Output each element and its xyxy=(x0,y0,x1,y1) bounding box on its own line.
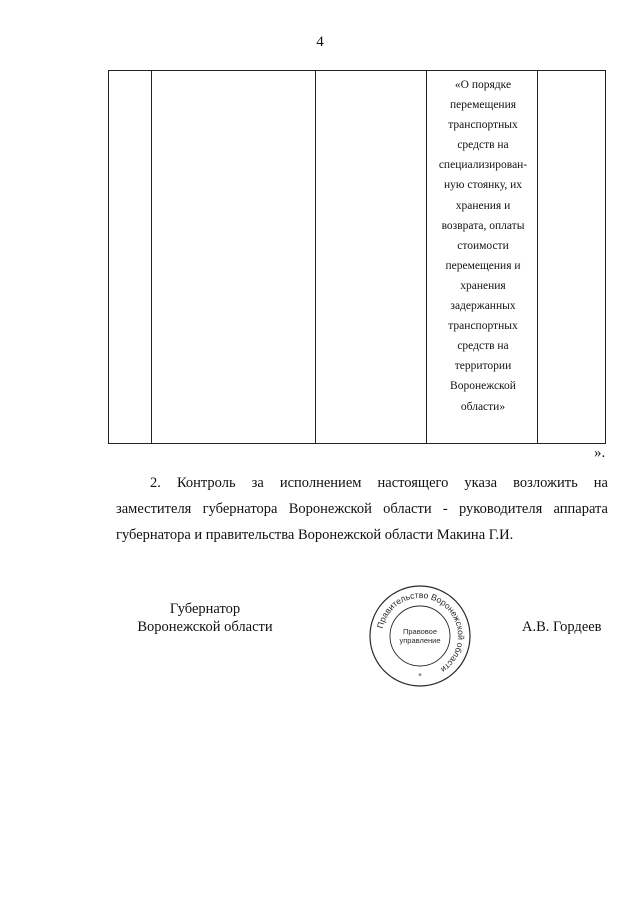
cell-line: средств на xyxy=(457,139,509,152)
cell-line: перемещения xyxy=(449,99,517,112)
cell-line: стоимости xyxy=(457,239,509,252)
closing-quote-mark: ». xyxy=(594,445,606,461)
signer-title xyxy=(130,600,280,636)
cell-line: ную стоянку, их xyxy=(443,179,522,192)
signer-title-line: Губернатор xyxy=(169,601,241,617)
seal-center-text: управление xyxy=(399,636,441,645)
official-seal-icon xyxy=(368,584,472,688)
paragraph-line: 2. Контроль за исполнением настоящего указа возложить на xyxy=(150,475,608,491)
cell-line: области» xyxy=(460,400,506,413)
table-column-divider xyxy=(151,71,152,443)
cell-line: возврата, оплаты xyxy=(441,219,525,232)
seal-ring-text: Правительство Воронежской области xyxy=(374,589,467,675)
signer-title-line: Воронежской области xyxy=(137,619,273,635)
cell-line: специализирован- xyxy=(438,159,528,172)
seal-center-text: Правовое xyxy=(402,627,438,636)
cell-line: средств на xyxy=(457,340,509,353)
cell-line: перемещения и xyxy=(445,259,521,272)
cell-line: транспортных xyxy=(448,119,518,132)
signer-name: А.В. Гордеев xyxy=(522,619,602,635)
seal-star-icon: * xyxy=(418,672,422,680)
table-cell-document-title xyxy=(427,75,539,417)
cell-line: хранения xyxy=(460,279,506,292)
table-column-divider xyxy=(315,71,316,443)
continuation-table xyxy=(108,70,606,444)
paragraph-line: губернатора и правительства Воронежской области Макина Г.И. xyxy=(116,527,514,543)
cell-line: хранения и xyxy=(455,199,511,212)
cell-line: «О порядке xyxy=(454,79,512,91)
cell-line: задержанных xyxy=(450,300,516,313)
page-number: 4 xyxy=(316,34,324,50)
cell-line: Воронежской xyxy=(450,380,516,393)
cell-line: территории xyxy=(454,360,512,373)
cell-line: транспортных xyxy=(448,320,518,333)
paragraph-line: заместителя губернатора Воронежской области - руководителя аппарата xyxy=(116,501,608,517)
